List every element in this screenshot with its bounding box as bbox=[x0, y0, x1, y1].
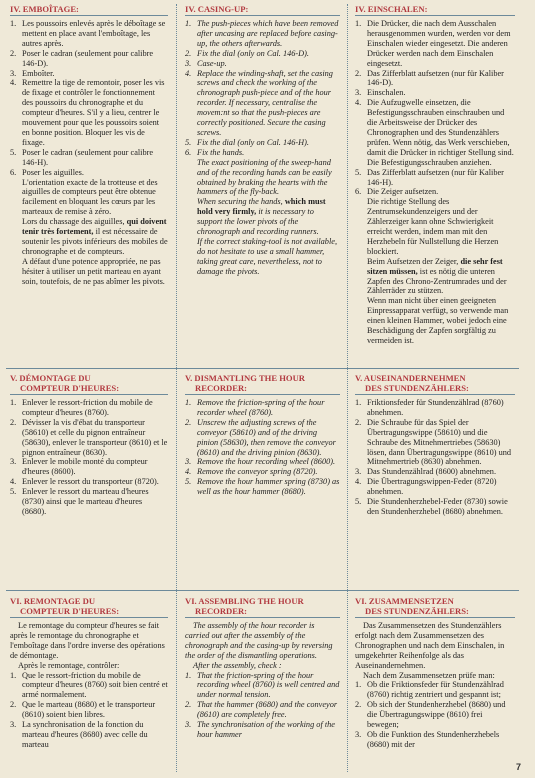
list-item: 5. Poser le cadran (seulement pour calibre 146-H). bbox=[10, 147, 154, 167]
list-item: 4. Die Aufzugwelle einsetzen, die Befestigungsschrauben einschrauben und die Arbeitsweise der Drücker des Chronographen und des Stundenzählers prüfen. Wenn nötig, das Werk verschieben, damit die Drücker in richtiger Stellung sind. Die Befestigungsschrauben anziehen. bbox=[355, 98, 514, 167]
paragraph: Die richtige Stellung des Zentrumsekundenzeigers und der Zählerzeiger kann ohne Schwierigkeit erreicht werden, indem man mit den Herzhebeln für Nullstellung die Herzen blockiert. bbox=[367, 197, 499, 256]
section-dismantling bbox=[185, 373, 340, 497]
list-item: 5. Enlever le ressort du marteau d'heures (8730) ainsi que le marteau d'heures (8680). bbox=[10, 487, 149, 516]
paragraph: Le remontage du compteur d'heures se fait après le remontage du chronographe et l'emboîtage dans l'ordre inverse des opérations de démontage. bbox=[10, 621, 165, 660]
list-item: 6. Fix the hands. bbox=[185, 147, 245, 157]
list-item: 5. Die Stundenherzhebel-Feder (8730) sowie den Stundenherzhebel (8680) abnehmen. bbox=[355, 497, 508, 516]
list-item: 1. Que le ressort-friction du mobile de compteur d'heures (8760) soit bien centré et armé normalement. bbox=[10, 670, 168, 700]
steps-list bbox=[10, 671, 168, 750]
paragraph: Après le remontage, contrôler: bbox=[18, 660, 120, 670]
paragraph: Lors du chassage des aiguilles, qui doivent tenir très fortement, il est nécessaire de soutenir les pivots inférieurs des mobiles de chronographe et de compteurs. bbox=[22, 217, 168, 256]
column-divider bbox=[347, 4, 348, 772]
list-item: 2. Dévisser la vis d'ébat du transporteur (58610) et celle du pignon entraîneur (58630), enlever le transporteur (8610) et le pignon entraîneur (8630). bbox=[10, 417, 168, 457]
list-item: 4. Enlever le ressort du transporteur (8720). bbox=[10, 477, 159, 487]
column-german bbox=[355, 0, 515, 778]
section-heading: V. DISMANTLING THE HOUR RECORDER: bbox=[185, 373, 340, 395]
list-item: 1. That the friction-spring of the hour recording wheel (8760) is well centred and under normal tension. bbox=[185, 670, 340, 700]
list-item: 2. Poser le cadran (seulement pour calibre 146-D). bbox=[10, 48, 154, 68]
steps-list bbox=[185, 671, 340, 740]
section-einschalen bbox=[355, 4, 515, 346]
section-heading: V. DÉMONTAGE DU COMPTEUR D'HEURES: bbox=[10, 373, 168, 395]
column-english bbox=[185, 0, 340, 778]
list-item: 2. Die Schraube für das Spiel der Übertragungswippe (58610) und die Schraube des Mitnehmertriebes (58630) lösen, dann Übertragungswippe (8610) und Mitnehmertrieb (8630) abnehmen. bbox=[355, 417, 512, 467]
section-assembling bbox=[185, 596, 340, 740]
list-item: 1. Remove the friction-spring of the hour recorder wheel (8760). bbox=[185, 398, 325, 417]
list-item: 3. Enlever le mobile monté du compteur d'heures (8600). bbox=[10, 457, 148, 477]
section-heading: VI. REMONTAGE DU COMPTEUR D'HEURES: bbox=[10, 596, 168, 618]
section-heading: V. AUSEINANDERNEHMEN DES STUNDENZÄHLERS: bbox=[355, 373, 515, 395]
paragraph: Nach dem Zusammensetzen prüfe man: bbox=[363, 670, 495, 680]
list-item: 3. Emboîter. bbox=[10, 68, 55, 78]
steps-list bbox=[185, 19, 340, 158]
section-demontage bbox=[10, 373, 168, 517]
list-item: 3. Ob die Funktion des Stundenherzhebels (8680) mit der bbox=[355, 729, 500, 749]
paragraph: The assembly of the hour recorder is carried out after the assembly of the chronograph and the casing-up by reversing the order of the dismantling operations. bbox=[185, 621, 333, 660]
paragraph: A défaut d'une potence appropriée, ne pas hésiter à utiliser un petit marteau en ayant soin, toutefois, de ne pas abîmer les pivots. bbox=[22, 256, 165, 286]
list-item: 5. Fix the dial (only on Cal. 146-H). bbox=[185, 137, 309, 147]
list-item: 4. Replace the winding-shaft, set the casing screws and check the working of the chronograph push-piece and of the hour recorder. If necessary, centralise the movem:nt so that the push-pieces are correctly positioned. Secure the casing screws. bbox=[185, 68, 333, 137]
paragraph: The exact positioning of the sweep-hand and of the recording hands can be easily obtained by braking the hearts with the hammers of the fly-back. bbox=[197, 157, 332, 197]
list-item: 3. The synchronisation of the working of the hour hammer bbox=[185, 720, 335, 739]
list-item: 4. Remove the conveyor spring (8720). bbox=[185, 467, 318, 477]
list-item: 2. Das Zifferblatt aufsetzen (nur für Kaliber 146-D). bbox=[355, 68, 504, 88]
section-heading: IV. EMBOÎTAGE: bbox=[10, 4, 168, 16]
paragraph: If the correct staking-tool is not available, do not hesitate to use a small hammer, taking great care, nevertheless, not to damage the pivots. bbox=[197, 236, 338, 276]
list-item: 2. Que le marteau (8680) et le transporteur (8610) soient bien libres. bbox=[10, 700, 156, 720]
list-item: 3. Remove the hour recording wheel (8600). bbox=[185, 457, 336, 467]
paragraph: After the assembly, check : bbox=[193, 660, 282, 670]
list-item: 3. Das Stundenzählrad (8600) abnehmen. bbox=[355, 467, 497, 477]
steps-list bbox=[185, 398, 340, 497]
list-item: 3. Case-up. bbox=[185, 58, 227, 68]
list-item: 1. Die Drücker, die nach dem Ausschalen herausgenommen wurden, werden vor dem Einschalen wieder eingesetzt. Die anderen Drücker werden nach dem Einschalen eingesetzt. bbox=[355, 19, 511, 68]
column-french bbox=[10, 0, 168, 778]
list-item: 6. Poser les aiguilles. bbox=[10, 167, 84, 177]
section-auseinandernehmen bbox=[355, 373, 515, 517]
list-item: 5. Das Zifferblatt aufsetzen (nur für Kaliber 146-H). bbox=[355, 167, 504, 187]
list-item: 2. Fix the dial (only on Cal. 146-D). bbox=[185, 48, 309, 58]
list-item: 3. La synchronisation de la fonction du marteau d'heures (8680) avec celle du marteau bbox=[10, 720, 148, 749]
list-item: 1. Friktionsfeder für Stundenzählrad (8760) abnehmen. bbox=[355, 398, 504, 417]
column-divider bbox=[176, 4, 177, 772]
list-item: 5. Remove the hour hammer spring (8730) as well as the hour hammer (8680). bbox=[185, 477, 340, 497]
paragraph: Wenn man nicht über einen geeigneten Einpressapparat verfügt, so verwende man einen kleinen Hammer, wobei jedoch eine Beschädigung der Zapfen sorgfältig zu vermeiden ist. bbox=[367, 296, 509, 345]
list-item: 6. Die Zeiger aufsetzen. bbox=[355, 187, 439, 197]
list-item: 1. Ob die Friktionsfeder für Stundenzählrad (8760) richtig zentriert und gespannt ist; bbox=[355, 680, 504, 700]
section-emboitage bbox=[10, 4, 168, 286]
steps-list bbox=[10, 19, 168, 178]
list-item: 4. Remettre la tige de remontoir, poser les vis de fixage et contrôler le fonctionnement des poussoirs du chronographe et du compteur d'heures. S'il y a lieu, centrer le mouvement pour que les poussoirs soient en bonne position. Bloquer les vis de fixage. bbox=[10, 78, 165, 147]
page-number: 7 bbox=[515, 762, 521, 772]
list-item: 1. The push-pieces which have been removed after uncasing are replaced before casing-up, the others afterwards. bbox=[185, 19, 339, 48]
list-item: 2. Unscrew the adjusting screws of the conveyor (58610) and of the driving pinion (58630), then remove the conveyor (8610) and the driving pinion (8630). bbox=[185, 417, 336, 457]
section-heading: VI. ZUSAMMENSETZEN DES STUNDENZÄHLERS: bbox=[355, 596, 515, 618]
steps-list bbox=[10, 398, 168, 517]
section-heading: IV. EINSCHALEN: bbox=[355, 4, 515, 16]
paragraph: Das Zusammensetzen des Stundenzählers erfolgt nach dem Zusammensetzen des Chronographen und nach dem Einschalen, in umgekehrter Reihenfolge als das Auseinandernehmen. bbox=[355, 621, 505, 670]
steps-list bbox=[355, 19, 515, 197]
paragraph: L'orientation exacte de la trotteuse et des aiguilles de compteurs peut être obtenue facilement en bloquant les cœurs par les marteaux de remise à zéro. bbox=[22, 177, 158, 217]
list-item: 3. Einschalen. bbox=[355, 88, 406, 98]
steps-list bbox=[355, 680, 515, 749]
list-item: 2. Ob sich der Stundenherzhebel (8680) und die Übertragungswippe (8610) frei bewegen; bbox=[355, 700, 506, 730]
section-remontage bbox=[10, 596, 168, 750]
section-zusammensetzen bbox=[355, 596, 515, 750]
list-item: 4. Die Übertragungswippen-Feder (8720) abnehmen. bbox=[355, 477, 497, 497]
list-item: 1. Les poussoirs enlevés après le déboîtage se mettent en place avant l'emboîtage, les autres après. bbox=[10, 19, 166, 48]
section-heading: IV. CASING-UP: bbox=[185, 4, 340, 16]
paragraph: When securing the hands, which must hold very firmly, it is necessary to support the lower pivots of the chronograph and recording runners. bbox=[197, 197, 326, 237]
section-casing-up bbox=[185, 4, 340, 277]
paragraph: Beim Aufsetzen der Zeiger, die sehr fest sitzen müssen, ist es nötig die unteren Zapfen des Chrono-Zentrumrades und der Zählerräder zu stützen. bbox=[367, 256, 507, 296]
list-item: 1. Enlever le ressort-friction du mobile de compteur d'heures (8760). bbox=[10, 398, 153, 417]
steps-list bbox=[355, 398, 515, 517]
list-item: 2. That the hammer (8680) and the conveyor (8610) are completely free. bbox=[185, 700, 338, 720]
section-heading: VI. ASSEMBLING THE HOUR RECORDER: bbox=[185, 596, 340, 618]
